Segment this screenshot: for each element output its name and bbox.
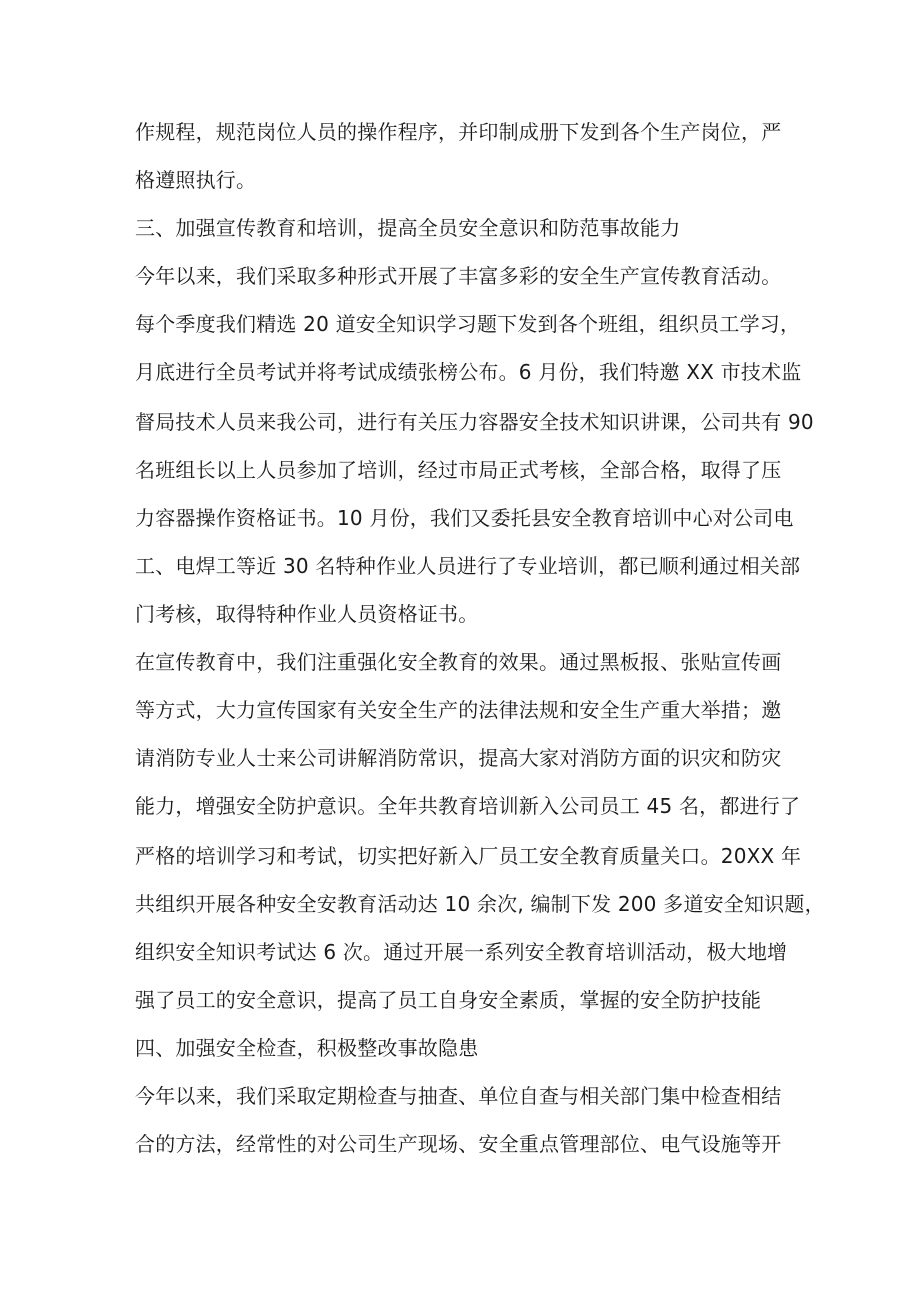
text-line: 名班组长以上人员参加了培训，经过市局正式考核，全部合格，取得了压 [135,458,782,482]
text-line: 在宣传教育中，我们注重强化安全教育的效果。通过黑板报、张贴宣传画 [135,650,782,674]
section-heading-3: 三、加强宣传教育和培训，提高全员安全意识和防范事故能力 [135,216,681,240]
text-line: 门考核，取得特种作业人员资格证书。 [135,602,479,626]
text-line: 请消防专业人士来公司讲解消防常识，提高大家对消防方面的识灾和防灾 [135,746,782,770]
section-heading-4: 四、加强安全检查，积极整改事故隐患 [135,1036,479,1060]
text-line: 今年以来，我们采取多种形式开展了丰富多彩的安全生产宣传教育活动。 [135,264,782,288]
text-line: 今年以来，我们采取定期检查与抽查、单位自查与相关部门集中检查相结 [135,1084,782,1108]
text-line: 月底进行全员考试并将考试成绩张榜公布。6 月份，我们特邀 XX 市技术监 [135,360,802,384]
text-line: 共组织开展各种安全安教育活动达 10 余次, 编制下发 200 多道安全知识题， [135,892,825,916]
text-line: 每个季度我们精选 20 道安全知识学习题下发到各个班组，组织员工学习， [135,312,801,336]
text-line: 组织安全知识考试达 6 次。通过开展一系列安全教育培训活动，极大地增 [135,940,788,964]
text-line: 合的方法，经常性的对公司生产现场、安全重点管理部位、电气设施等开 [135,1132,782,1156]
text-line: 强了员工的安全意识，提高了员工自身安全素质，掌握的安全防护技能 [135,988,762,1012]
text-line: 严格的培训学习和考试，切实把好新入厂员工安全教育质量关口。20XX 年 [135,844,802,868]
text-line: 作规程，规范岗位人员的操作程序，并印制成册下发到各个生产岗位，严 [135,120,782,144]
text-line: 格遵照执行。 [135,168,257,192]
text-line: 力容器操作资格证书。10 月份，我们又委托县安全教育培训中心对公司电 [135,506,794,530]
text-line: 督局技术人员来我公司，进行有关压力容器安全技术知识讲课，公司共有 90 [135,410,814,434]
text-line: 工、电焊工等近 30 名特种作业人员进行了专业培训，都已顺利通过相关部 [135,554,801,578]
text-line: 等方式，大力宣传国家有关安全生产的法律法规和安全生产重大举措；邀 [135,698,782,722]
text-line: 能力，增强安全防护意识。全年共教育培训新入公司员工 45 名，都进行了 [135,794,801,818]
